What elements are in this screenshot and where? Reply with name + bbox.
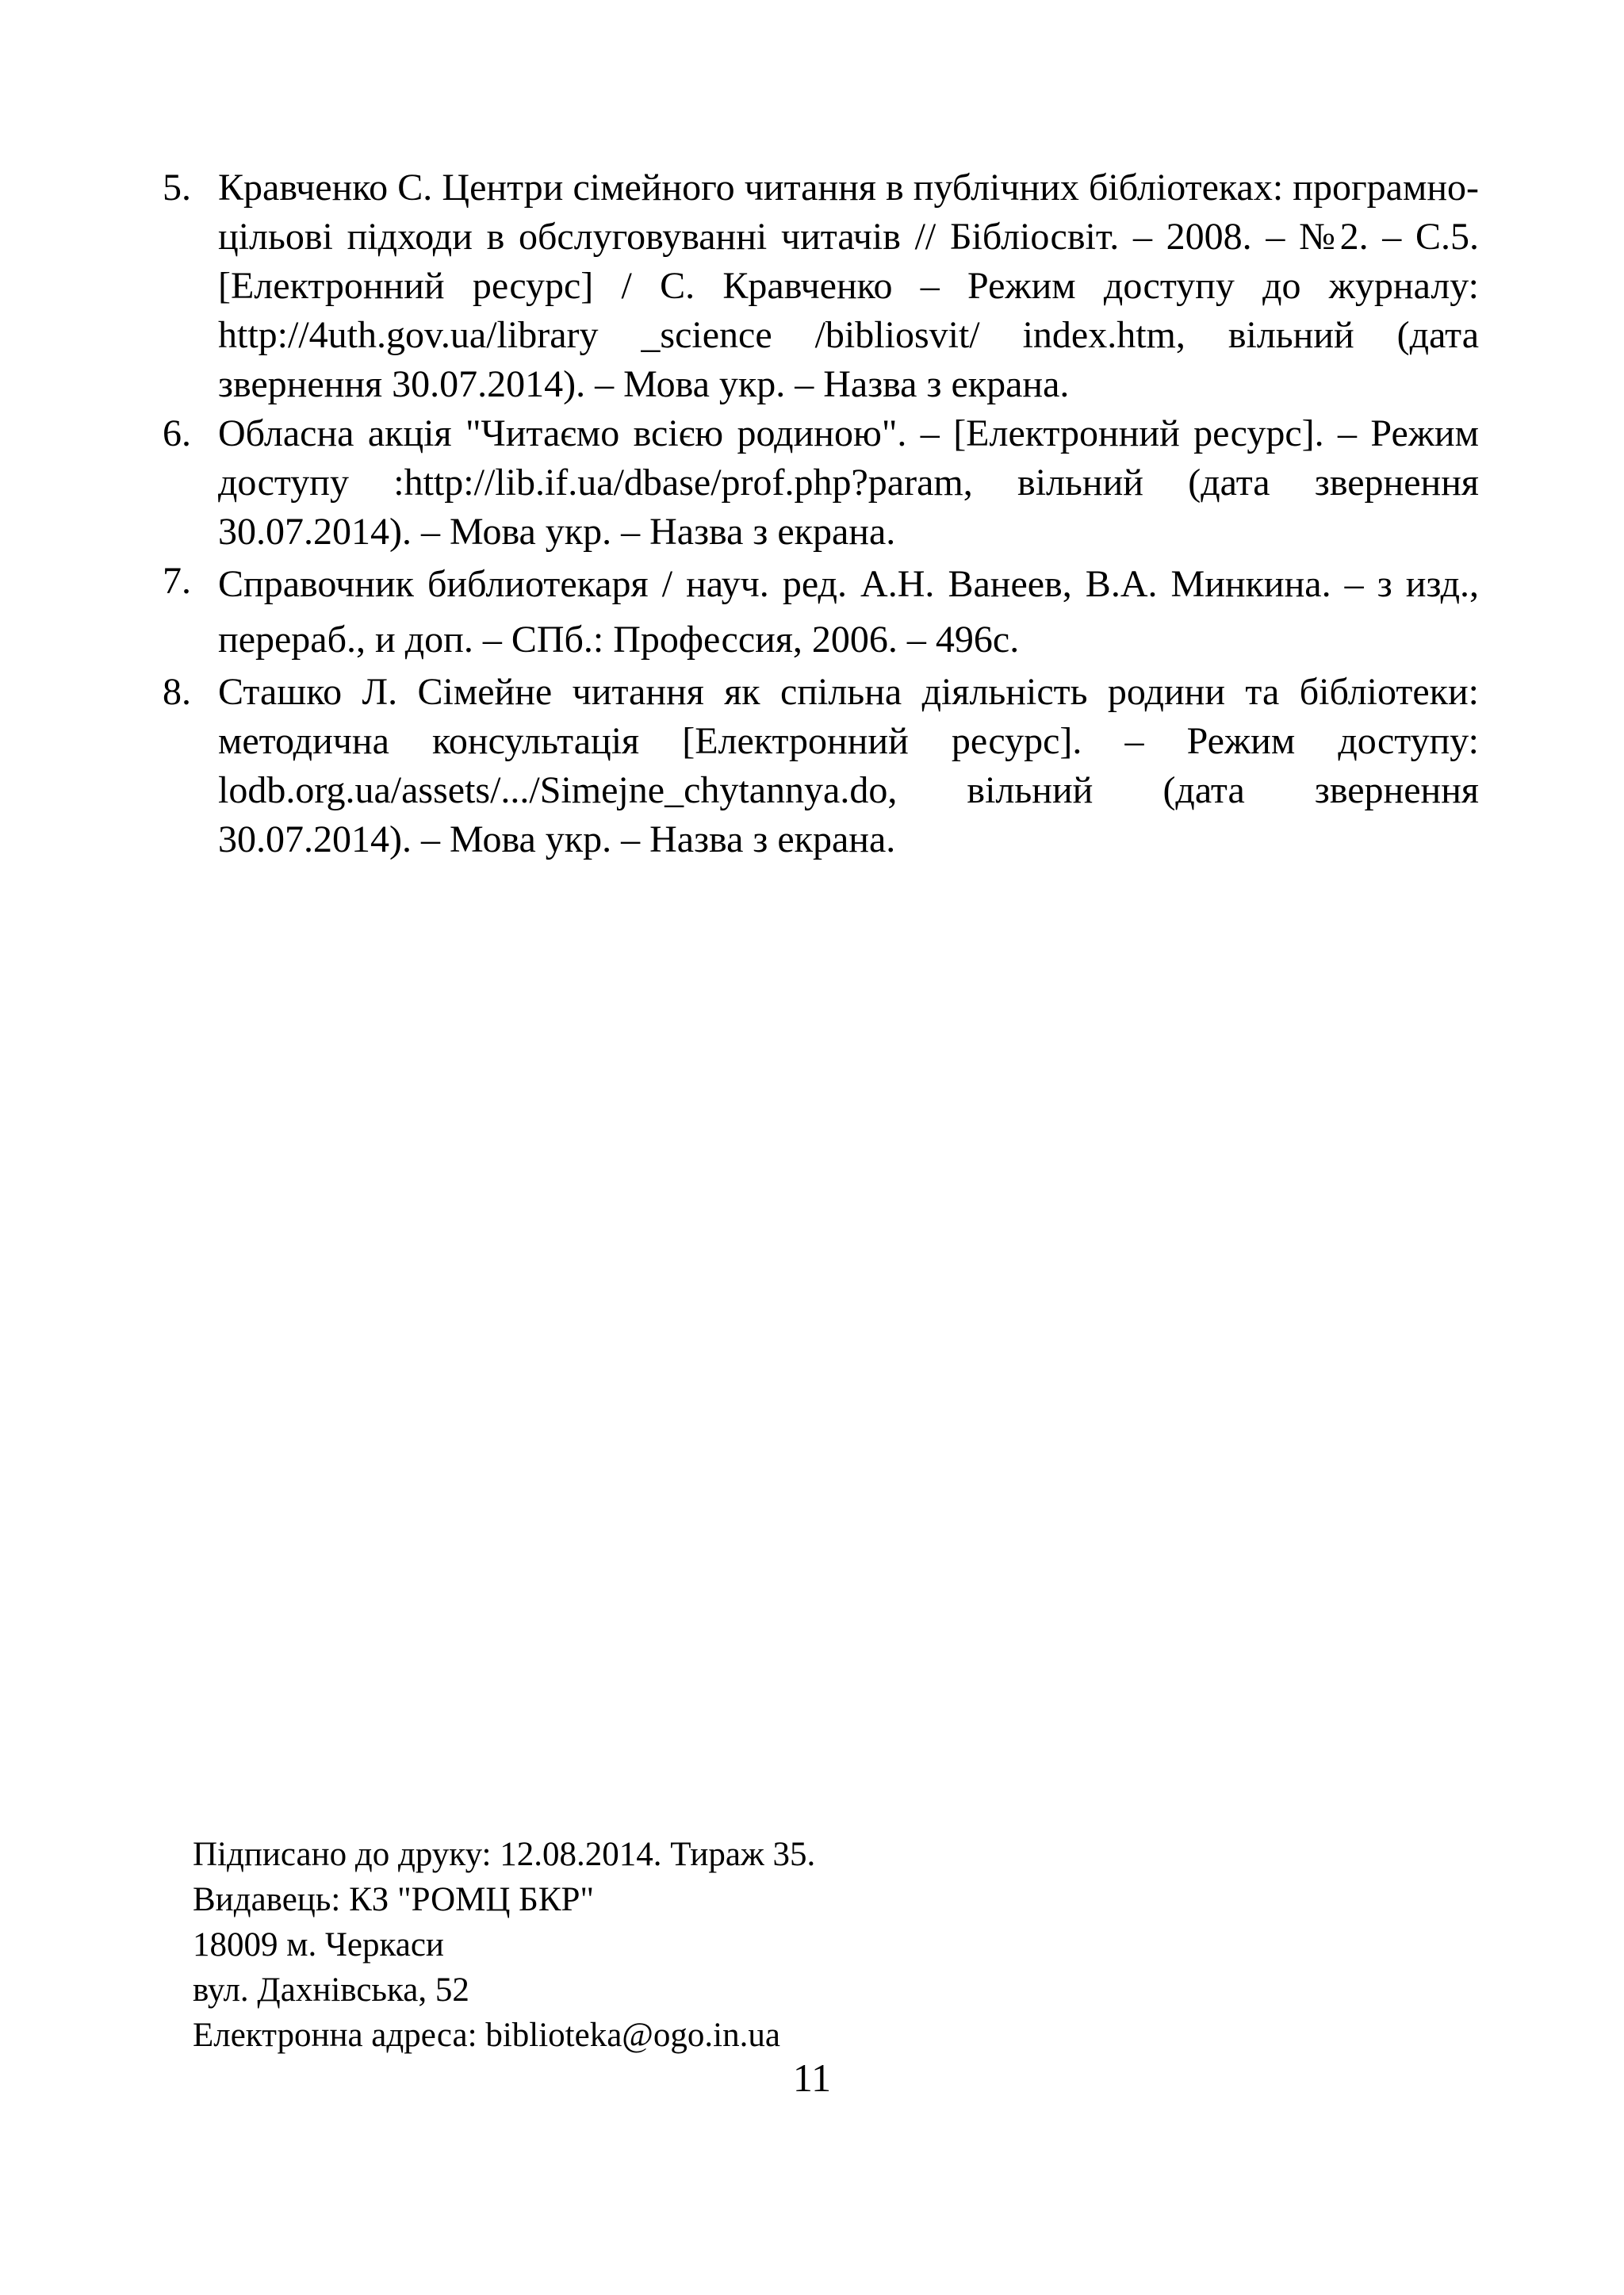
reference-text: Справочник библиотекаря / науч. ред. А.Н. Ванеев, В.А. Минкина. – з изд., перераб., и доп. – СПб.: Профессия, 2006. – 496с. xyxy=(218,563,1479,661)
reference-item-8 xyxy=(163,668,1479,864)
reference-list xyxy=(163,163,1479,864)
imprint-email: Електронна адреса: biblioteka@ogo.in.ua xyxy=(193,2017,780,2054)
imprint-city: 18009 м. Черкаси xyxy=(193,1926,444,1964)
reference-item-5 xyxy=(163,163,1479,409)
imprint-block xyxy=(193,1832,1303,2058)
reference-number: 7. xyxy=(163,560,191,602)
reference-number: 6. xyxy=(163,412,191,454)
imprint-street: вул. Дахнівська, 52 xyxy=(193,1971,469,2009)
reference-text: Кравченко С. Центри сімейного читання в публічних бібліотеках: програмно-цільові підходи в обслуговуванні читачів // Бібліосвіт. – 2008. – №2. – С.5. [Електронний ресурс] / С. Кравченко – Режим доступу до журналу: http://4uth.gov.ua/library _science /bibliosvit/ index.htm, вільний (дата звернення 30.07.2014). – Мова укр. – Назва з екрана. xyxy=(218,167,1479,405)
imprint-publisher: Видавець: КЗ "РОМЦ БКР" xyxy=(193,1881,595,1918)
reference-text: Обласна акція "Читаємо всією родиною". – [Електронний ресурс]. – Режим доступу :http://lib.if.ua/dbase/prof.php?param, вільний (дата звернення 30.07.2014). – Мова укр. – Назва з екрана. xyxy=(218,412,1479,553)
reference-number: 5. xyxy=(163,167,191,209)
reference-item-6 xyxy=(163,409,1479,557)
page-number: 11 xyxy=(792,2056,832,2100)
reference-item-7 xyxy=(163,557,1479,668)
reference-number: 8. xyxy=(163,671,191,713)
reference-text: Сташко Л. Сімейне читання як спільна діяльність родини та бібліотеки: методична консультація [Електронний ресурс]. – Режим доступу: lodb.org.ua/assets/.../Simejne_chytannya.do, вільний (дата звернення 30.07.2014). – Мова укр. – Назва з екрана. xyxy=(218,671,1479,860)
imprint-signed-date: Підписано до друку: 12.08.2014. Тираж 35. xyxy=(193,1836,816,1873)
